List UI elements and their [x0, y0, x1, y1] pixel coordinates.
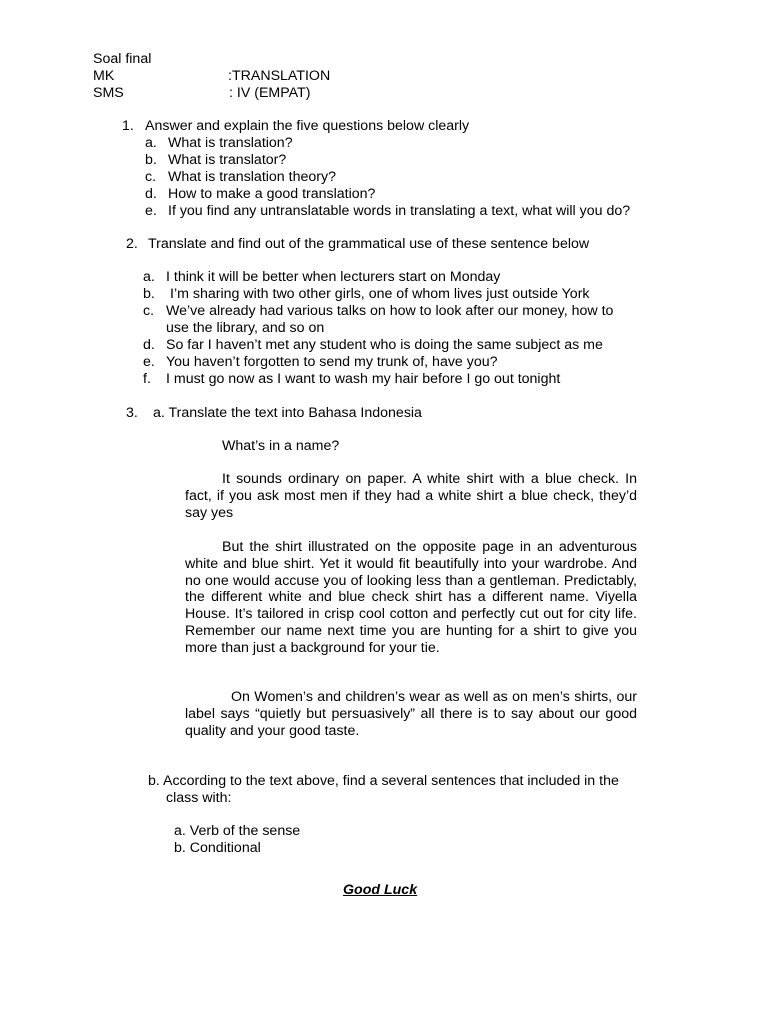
- section2-item-marker: b.: [143, 286, 155, 302]
- section1-item: How to make a good translation?: [168, 186, 376, 202]
- section2-item: I think it will be better when lecturers start on Monday: [166, 269, 501, 285]
- section3-sub-item: b. Conditional: [174, 840, 261, 856]
- section2-heading: Translate and find out of the grammatical use of these sentence below: [148, 236, 590, 252]
- section2-item: I’m sharing with two other girls, one of whom lives just outside York: [170, 286, 590, 302]
- section3-part-a: a. Translate the text into Bahasa Indonesia: [153, 405, 422, 421]
- section1-item-marker: b.: [145, 152, 157, 168]
- passage-paragraph: [185, 471, 637, 521]
- section2-item-marker: c.: [143, 303, 155, 319]
- section1-item-marker: c.: [145, 169, 157, 185]
- section1-item: If you find any untranslatable words in translating a text, what will you do?: [168, 203, 631, 219]
- mk-value: :TRANSLATION: [228, 68, 331, 84]
- section2-item-marker: f.: [143, 371, 151, 387]
- doc-title: Soal final: [93, 51, 152, 67]
- sms-value: : IV (EMPAT): [229, 85, 311, 101]
- section2-item-continuation: use the library, and so on: [166, 320, 325, 336]
- passage-paragraph: [185, 689, 637, 739]
- section2-item-marker: e.: [143, 354, 155, 370]
- closing-text: Good Luck: [343, 882, 418, 898]
- passage-paragraph: [185, 539, 637, 657]
- section3-sub-item: a. Verb of the sense: [174, 823, 301, 839]
- section1-item: What is translation?: [168, 135, 293, 151]
- section2-item: So far I haven’t met any student who is doing the same subject as me: [166, 337, 603, 353]
- section2-item: You haven’t forgotten to send my trunk of, have you?: [166, 354, 498, 370]
- passage-paragraph-text: It sounds ordinary on paper. A white shirt with a blue check. In fact, if you ask most men if they had a white shirt a blue check, they’d say yes: [185, 471, 637, 521]
- passage-title: What’s in a name?: [222, 438, 340, 454]
- section2-item-marker: d.: [143, 337, 155, 353]
- passage-paragraph-text: On Women’s and children’s wear as well as on men’s shirts, our label says “quietly but persuasively” all there is to say about our good quality and your good taste.: [185, 689, 637, 739]
- section1-item-marker: e.: [145, 203, 157, 219]
- section1-item: What is translator?: [168, 152, 287, 168]
- section2-item-marker: a.: [143, 269, 155, 285]
- section2-item: I must go now as I want to wash my hair before I go out tonight: [166, 371, 561, 387]
- passage-paragraph-text: But the shirt illustrated on the opposite page in an adventurous white and blue shirt. Yet it would fit beautifully into your wardrobe. And no one would accuse you of looking less than a gentleman. Predictably, the different white and blue check shirt has a different name. Viyella House. It’s tailored in crisp cool cotton and perfectly cut out for city life. Remember our name next time you are hunting for a shirt to give you more than just a background for your tie.: [185, 539, 637, 656]
- section1-heading: Answer and explain the five questions below clearly: [145, 118, 470, 134]
- section2-item: We’ve already had various talks on how to look after our money, how to: [166, 303, 614, 319]
- section3-part-b-continuation: class with:: [166, 790, 232, 806]
- section1-item-marker: d.: [145, 186, 157, 202]
- section2-number: 2.: [126, 236, 138, 252]
- section3-number: 3.: [126, 405, 138, 421]
- section1-item: What is translation theory?: [168, 169, 336, 185]
- sms-label: SMS: [93, 85, 124, 101]
- section1-number: 1.: [122, 118, 134, 134]
- section1-item-marker: a.: [145, 135, 157, 151]
- section3-part-b: b. According to the text above, find a several sentences that included in the: [148, 773, 619, 789]
- mk-label: MK: [93, 68, 115, 84]
